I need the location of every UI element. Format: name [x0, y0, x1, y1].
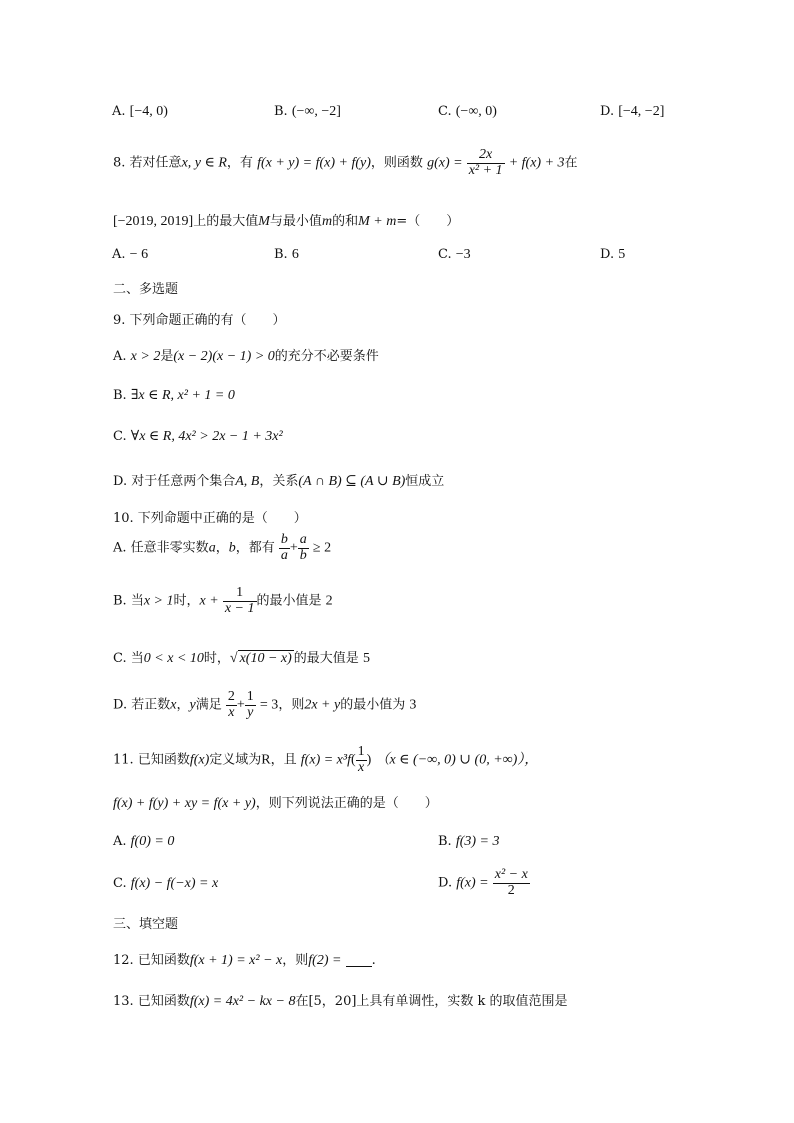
q7-option-b: B. (−∞, −2]: [274, 104, 341, 119]
q9-option-b: B. ∃x ∈ R, x² + 1 = 0: [113, 388, 235, 403]
q13: 13. 已知函数f(x) = 4x² − kx − 8在[5，20]上具有单调性，实数 k 的取值范围是: [113, 994, 568, 1009]
q9-option-d: D. 对于任意两个集合A, B，关系(A ∩ B) ⊆ (A ∪ B)恒成立: [113, 474, 445, 489]
q10-d-fraction-2: $\frac{1}{y}$: [246, 689, 254, 720]
sqrt-sign: √: [229, 651, 238, 666]
q10-d-fraction-1: $\frac{2}{x}$: [227, 689, 235, 720]
q8-option-c: C. −3: [438, 247, 471, 262]
answer-blank[interactable]: [346, 966, 372, 967]
q11-d-fraction: $\frac{\text{x² − x}}{2}$: [494, 867, 528, 898]
q10-option-c: C. 当0 < x < 10时，√ x(10 − x) 的最大值是 5: [113, 651, 370, 666]
q8-stem-line2: [−2019, 2019]上的最大值M与最小值m的和M + m=（ ）: [113, 214, 460, 229]
q9-option-c: C. ∀x ∈ R, 4x² > 2x − 1 + 3x²: [113, 429, 283, 444]
q8-option-d: D. 5: [600, 247, 626, 262]
q11-option-b: B. f(3) = 3: [438, 834, 500, 849]
sqrt-radicand: x(10 − x): [239, 651, 292, 666]
q11-option-a: A. f(0) = 0: [113, 834, 175, 849]
q7-option-d: D. [−4, −2]: [600, 104, 665, 119]
q7-option-c: C. (−∞, 0): [438, 104, 497, 119]
q11-fraction: $\frac{1}{x}$: [357, 744, 365, 775]
q8-stem-line1: 8. 若对任意x, y ∈ R，有 f(x + y) = f(x) + f(y)，则函数 g(x) = $\frac{2x}{\text{x² + 1}}$ + f(x) + 3在: [113, 147, 578, 178]
q9-stem: 9. 下列命题正确的有（ ）: [113, 313, 286, 328]
q10-a-fraction-1: $\frac{b}{a}$: [280, 532, 288, 563]
section-fill-in-heading: 三、填空题: [113, 917, 179, 932]
q9-option-a: A. x > 2是(x − 2)(x − 1) > 0的充分不必要条件: [113, 349, 379, 364]
q8-option-b: B. 6: [274, 247, 299, 262]
q10-option-a: A. 任意非零实数a，b，都有 $\frac{b}{a}$ + $\frac{a}{b}$ ≥ 2: [113, 532, 332, 563]
q10-b-fraction: $\frac{1}{x - 1}$: [224, 585, 255, 616]
q11-option-c: C. f(x) − f(−x) = x: [113, 876, 219, 891]
q11-stem-line2: f(x) + f(y) + xy = f(x + y)，则下列说法正确的是（ ）: [113, 796, 438, 811]
q12: 12. 已知函数f(x + 1) = x² − x，则f(2) = .: [113, 953, 376, 968]
q11-stem-line1: 11. 已知函数f(x)定义域为R，且 f(x) = x³f( $\frac{1}{x}$ ) （x ∈ (−∞, 0) ∪ (0, +∞)），: [113, 744, 539, 775]
q11-option-d: D. f(x) = $\frac{\text{x² − x}}{2}$: [438, 867, 528, 898]
q8-fraction: $\frac{2x}{\text{x² + 1}}$: [468, 147, 503, 178]
q8-option-a: A. − 6: [112, 247, 149, 262]
q10-option-d: D. 若正数x，y满足 $\frac{2}{x}$ + $\frac{1}{y}$ = 3，则2x + y的最小值为 3: [113, 689, 417, 720]
q10-a-fraction-2: $\frac{a}{b}$: [299, 532, 307, 563]
q7-option-a: A. [−4, 0): [112, 104, 168, 119]
section-multiple-choice-heading: 二、多选题: [113, 282, 179, 297]
q10-stem: 10. 下列命题中正确的是（ ）: [113, 511, 307, 526]
q10-option-b: B. 当x > 1时，x + $\frac{1}{x - 1}$ 的最小值是 2: [113, 585, 333, 616]
